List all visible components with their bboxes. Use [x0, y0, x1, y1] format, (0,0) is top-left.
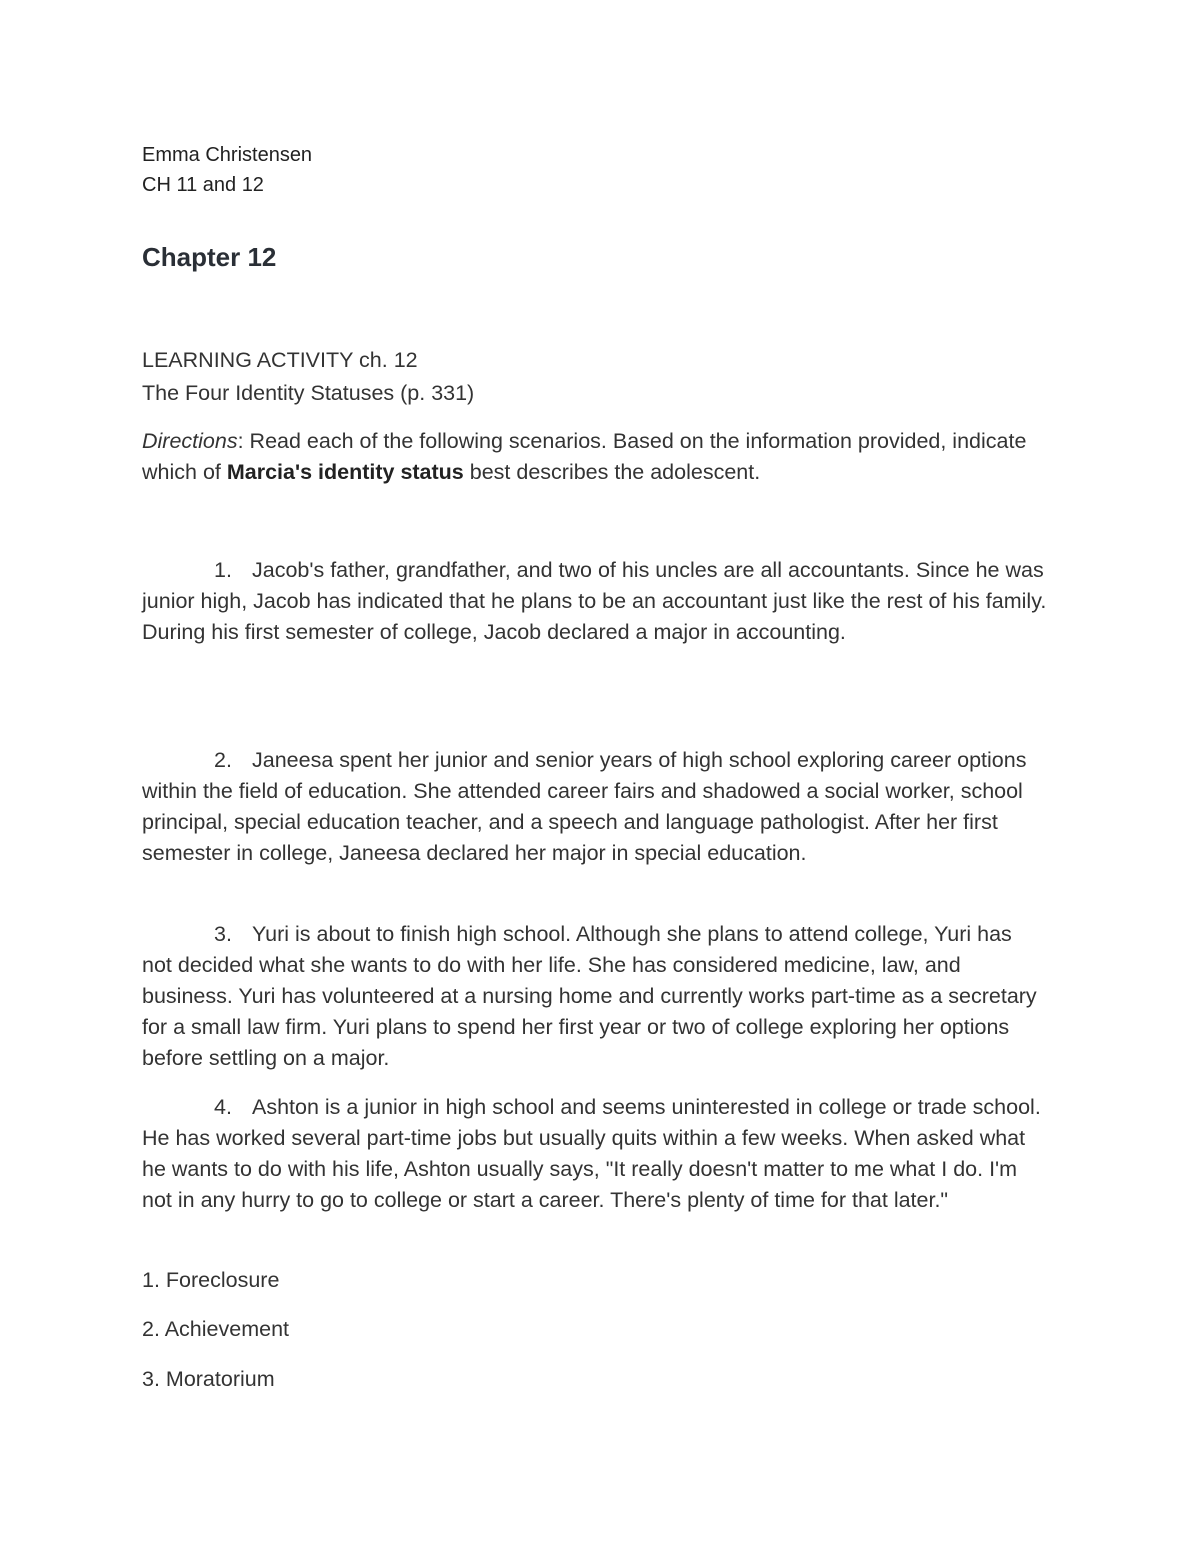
directions-bold-term: Marcia's identity status [226, 460, 464, 484]
directions-text-after: best describes the adolescent. [463, 460, 761, 484]
scenario-item [142, 919, 1047, 1074]
scenario-number: 1. [214, 558, 232, 582]
scenario-number: 3. [214, 922, 232, 946]
answer-item: 3. Moratorium [142, 1367, 275, 1391]
activity-subtitle: The Four Identity Statuses (p. 331) [142, 381, 475, 405]
activity-label: LEARNING ACTIVITY ch. 12 [142, 348, 418, 372]
scenario-item [142, 1092, 1047, 1216]
directions-label: Directions [142, 429, 238, 453]
scenario-text: Janeesa spent her junior and senior years of high school exploring career options within the field of education. She attended career fairs and shadowed a social worker, school principal, special education teacher, and a speech and language pathologist. After her first semester in college, Janeesa declared her major in special education. [142, 748, 1027, 865]
course-label: CH 11 and 12 [142, 174, 264, 196]
directions-paragraph [142, 426, 1047, 488]
chapter-title: Chapter 12 [142, 242, 277, 272]
scenario-number: 4. [214, 1095, 232, 1119]
author-name: Emma Christensen [142, 144, 313, 166]
scenario-text: Ashton is a junior in high school and seems uninterested in college or trade school. He has worked several part-time jobs but usually quits within a few weeks. When asked what he wants to do with his life, Ashton usually says, "It really doesn't matter to me what I do. I'm not in any hurry to go to college or start a career. There's plenty of time for that later." [142, 1095, 1041, 1212]
scenario-item [142, 745, 1047, 869]
scenario-text: Jacob's father, grandfather, and two of his uncles are all accountants. Since he was junior high, Jacob has indicated that he plans to be an accountant just like the rest of his family. During his first semester of college, Jacob declared a major in accounting. [142, 558, 1047, 644]
directions-text-before: : Read each of the following scenarios. Based on the information provided, indicate which of [142, 429, 1027, 484]
answer-item: 1. Foreclosure [142, 1268, 280, 1292]
scenario-number: 2. [214, 748, 232, 772]
scenario-item [142, 555, 1047, 648]
answer-item: 2. Achievement [142, 1317, 290, 1341]
scenario-text: Yuri is about to finish high school. Although she plans to attend college, Yuri has not decided what she wants to do with her life. She has considered medicine, law, and business. Yuri has volunteered at a nursing home and currently works part-time as a secretary for a small law firm. Yuri plans to spend her first year or two of college exploring her options before settling on a major. [142, 922, 1037, 1070]
